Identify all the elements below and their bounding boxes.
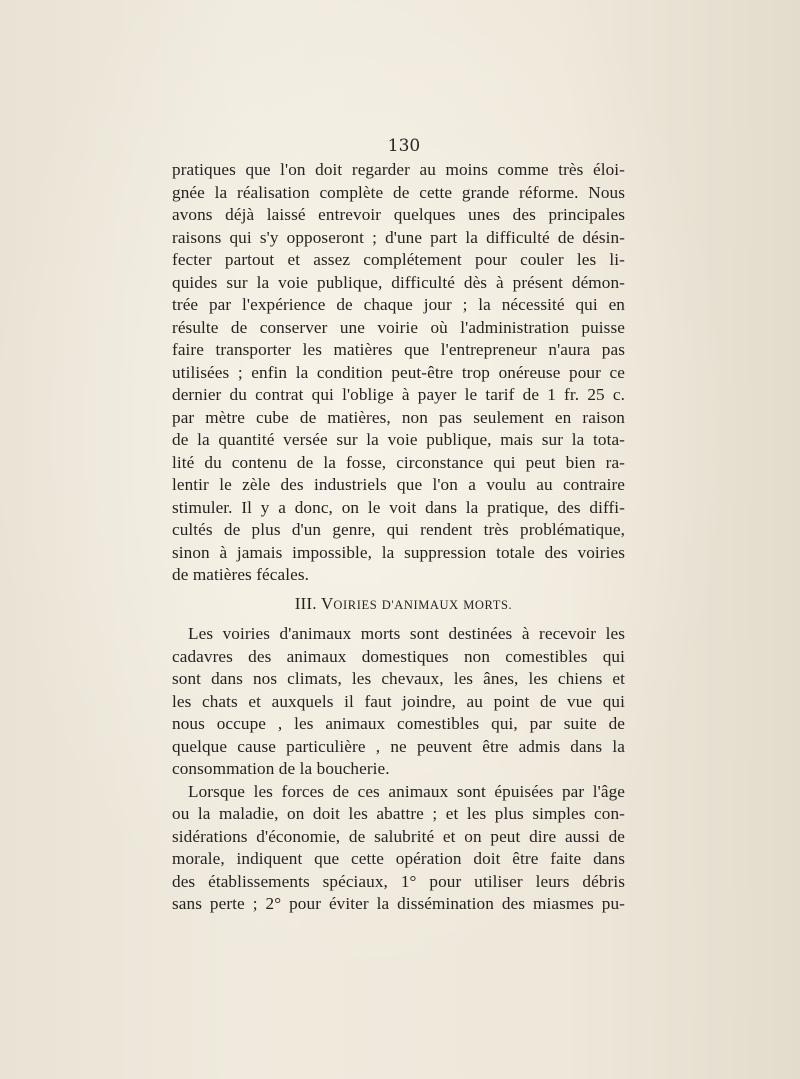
text-line: Les voiries d'animaux morts sont destinées à recevoir les bbox=[188, 624, 625, 643]
text-line: gnée la réalisation complète de cette grande réforme. Nous bbox=[172, 182, 625, 202]
heading-word: ANIMAUX bbox=[394, 597, 459, 612]
text-line: les chats et auxquels il faut joindre, au point de vue qui bbox=[172, 691, 625, 711]
body-text bbox=[172, 159, 625, 916]
text-line: ou la maladie, on doit les abattre ; et les plus simples con- bbox=[172, 804, 625, 823]
text-line: sans perte ; 2° pour éviter la dissémination des miasmes pu- bbox=[172, 894, 625, 913]
text-line: utilisées ; enfin la condition peut-être trop onéreuse pour ce bbox=[172, 362, 625, 382]
heading-word: MORTS. bbox=[463, 597, 513, 612]
text-line: Lorsque les forces de ces animaux sont épuisées par l'âge bbox=[188, 781, 625, 801]
text-line: de la quantité versée sur la voie publique, mais sur la tota- bbox=[172, 430, 625, 449]
text-line: raisons qui s'y opposeront ; d'une part la difficulté de désin- bbox=[172, 227, 625, 247]
text-line: cadavres des animaux domestiques non comestibles qui bbox=[172, 646, 625, 666]
text-line: par mètre cube de matières, non pas seulement en raison bbox=[172, 407, 625, 427]
text-line: sinon à jamais impossible, la suppression totale des voiries bbox=[172, 542, 625, 562]
heading-capital: V bbox=[321, 593, 334, 613]
page-number: 130 bbox=[387, 136, 421, 156]
text-line: morale, indiquent que cette opération doit être faite dans bbox=[172, 849, 625, 868]
text-line: cultés de plus d'un genre, qui rendent très problématique, bbox=[172, 520, 625, 539]
text-line: stimuler. Il y a donc, on le voit dans la pratique, des diffi- bbox=[172, 497, 625, 517]
text-line: avons déjà laissé entrevoir quelques unes des principales bbox=[172, 205, 625, 224]
text-line: résulte de conserver une voirie où l'administration puisse bbox=[172, 317, 625, 337]
text-line: dernier du contrat qui l'oblige à payer le tarif de 1 fr. 25 c. bbox=[172, 385, 625, 404]
heading-prefix: D' bbox=[381, 597, 395, 612]
text-line: lentir le zèle des industriels que l'on a voulu au contraire bbox=[172, 475, 625, 494]
section-heading bbox=[172, 593, 625, 616]
text-line: nous occupe , les animaux comestibles qui, par suite de bbox=[172, 714, 625, 733]
section-numeral: III. bbox=[294, 593, 317, 613]
text-line: consommation de la boucherie. bbox=[172, 759, 390, 778]
text-line: fecter partout et assez complétement pour couler les li- bbox=[172, 250, 625, 269]
text-line: pratiques que l'on doit regarder au moins comme très éloi- bbox=[172, 160, 625, 179]
paragraph-3 bbox=[172, 781, 625, 916]
text-line: faire transporter les matières que l'entrepreneur n'aura pas bbox=[172, 340, 625, 359]
text-line: des établissements spéciaux, 1° pour utiliser leurs débris bbox=[172, 871, 625, 891]
text-line: quelque cause particulière , ne peuvent être admis dans la bbox=[172, 736, 625, 756]
text-line: sont dans nos climats, les chevaux, les ânes, les chiens et bbox=[172, 669, 625, 688]
heading-word: OIRIES bbox=[333, 597, 378, 612]
paragraph-2 bbox=[172, 623, 625, 781]
text-line: de matières fécales. bbox=[172, 565, 310, 584]
text-line: lité du contenu de la fosse, circonstance qui peut bien ra- bbox=[172, 452, 625, 472]
text-line: trée par l'expérience de chaque jour ; la nécessité qui en bbox=[172, 295, 625, 314]
paragraph-1 bbox=[172, 159, 625, 587]
text-line: sidérations d'économie, de salubrité et on peut dire aussi de bbox=[172, 826, 625, 846]
text-line: quides sur la voie publique, difficulté dès à présent démon- bbox=[172, 272, 625, 292]
